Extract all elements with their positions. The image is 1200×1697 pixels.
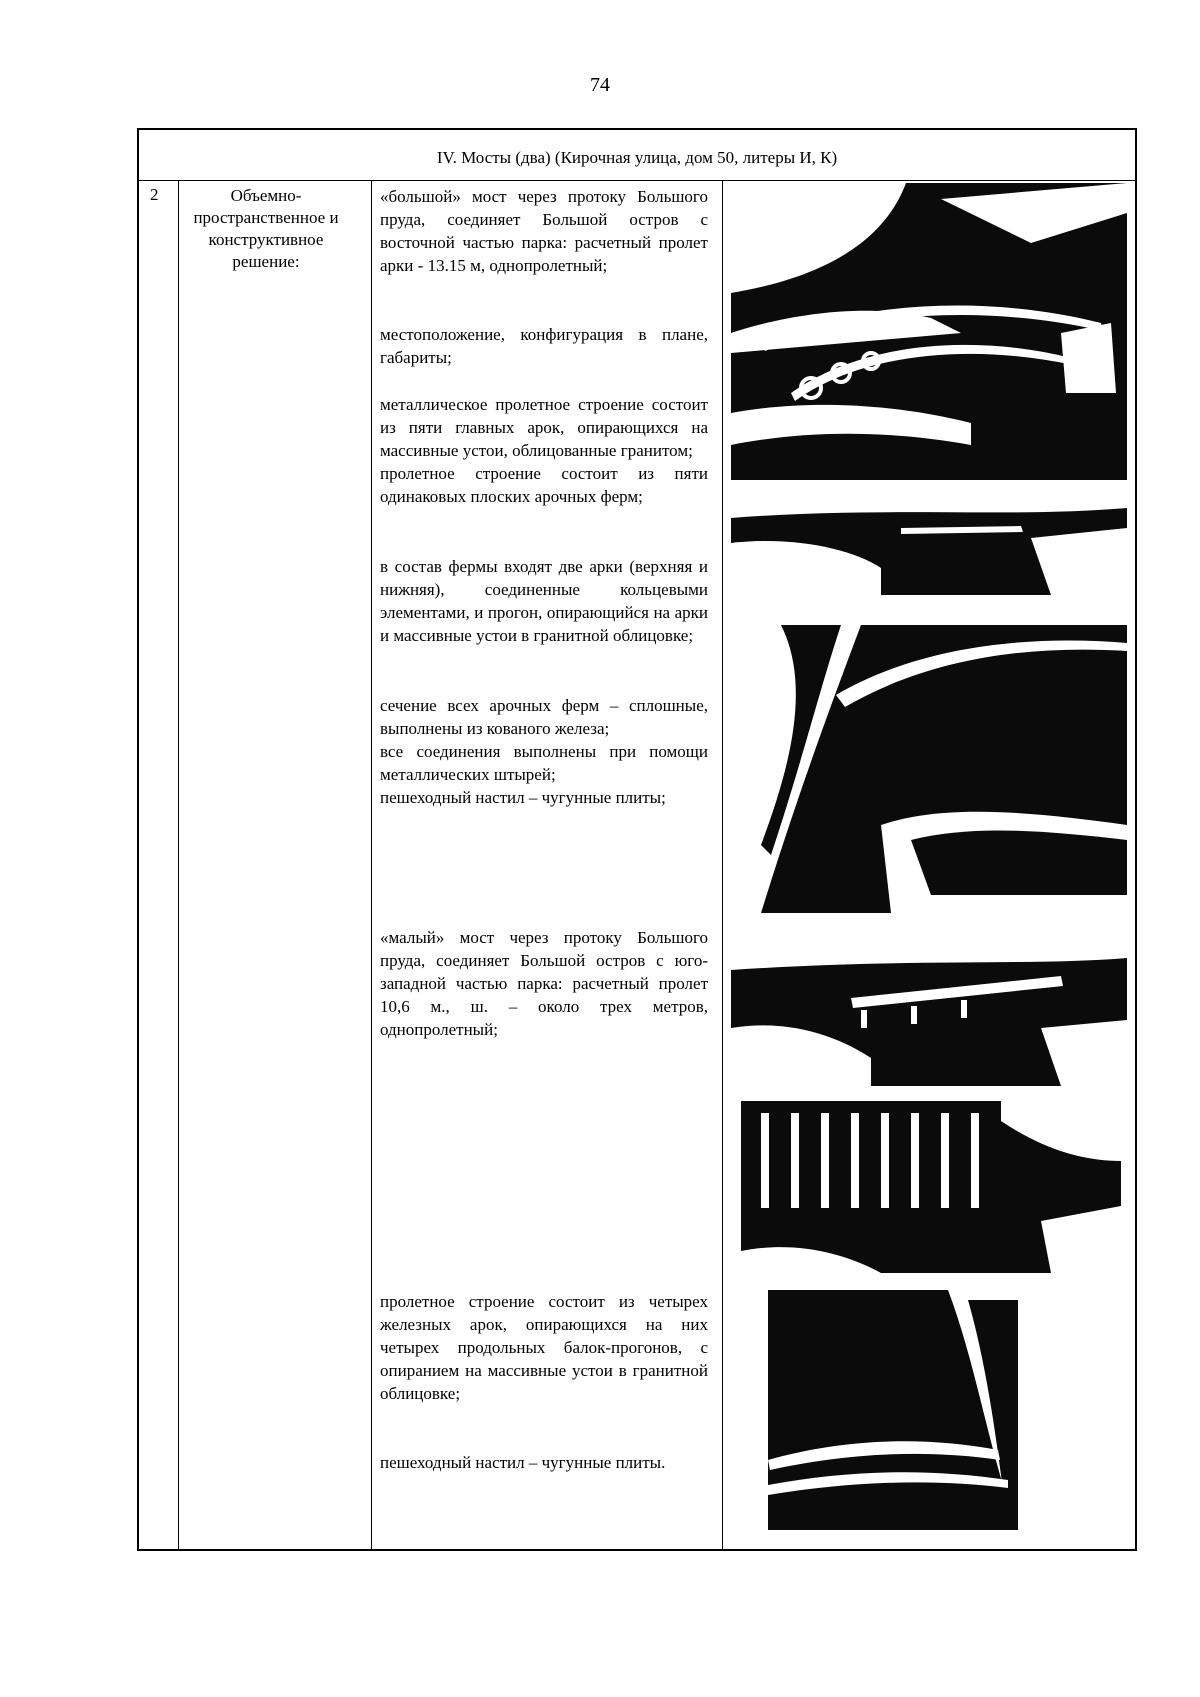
page-number: 74 [590,74,610,96]
paragraph: пешеходный настил – чугунные плиты. [380,1453,666,1472]
text-block [380,393,708,508]
paragraph: металлическое пролетное строение состоит из пяти главных арок, опирающихся на массивные устои, облицованные гранитом; [380,395,708,460]
text-block [380,323,708,369]
text-block [380,694,708,809]
paragraph: все соединения выполнены при помощи металлических штырей; [380,742,708,784]
bridge-photo [741,625,1127,913]
text-block [380,1451,708,1474]
paragraph: пролетное строение состоит из пяти одинаковых плоских арочных ферм; [380,464,708,506]
text-block [380,1290,708,1405]
bridge-photo [731,183,1127,480]
bridge-photo [768,1290,1091,1530]
bridge-photo [731,928,1127,1086]
paragraph: «большой» мост через протоку Большого пруда, соединяет Большой остров с восточной частью парка: расчетный пролет арки - 13.15 м, однопролетный; [380,187,708,275]
section-title: IV. Мосты (два) (Кирочная улица, дом 50, литеры И, К) [137,128,1137,181]
paragraph: местоположение, конфигурация в плане, габариты; [380,325,708,367]
text-block [380,185,708,277]
text-block [380,555,708,647]
paragraph: пролетное строение состоит из четырех железных арок, опирающихся на них четырех продольных балок-прогонов, с опиранием на массивные устои в гранитной облицовке; [380,1292,708,1403]
paragraph: пешеходный настил – чугунные плиты; [380,788,666,807]
text-block [380,926,708,1041]
paragraph: сечение всех арочных ферм – сплошные, выполнены из кованого железа; [380,696,708,738]
bridge-photo [731,488,1127,595]
paragraph: в состав фермы входят две арки (верхняя и нижняя), соединенные кольцевыми элементами, и прогон, опирающийся на арки и массивные устои в гранитной облицовке; [380,557,708,645]
bridge-photo [741,1101,1121,1273]
column-divider [178,181,179,1551]
column-divider [371,181,372,1551]
row-category: Объемно-пространственное и конструктивное решение: [193,186,339,271]
column-divider [722,181,723,1551]
paragraph: «малый» мост через протоку Большого пруда, соединяет Большой остров с юго-западной частью парка: расчетный пролет 10,6 м., ш. – около трех метров, однопролетный; [380,928,708,1039]
row-number: 2 [150,185,159,204]
